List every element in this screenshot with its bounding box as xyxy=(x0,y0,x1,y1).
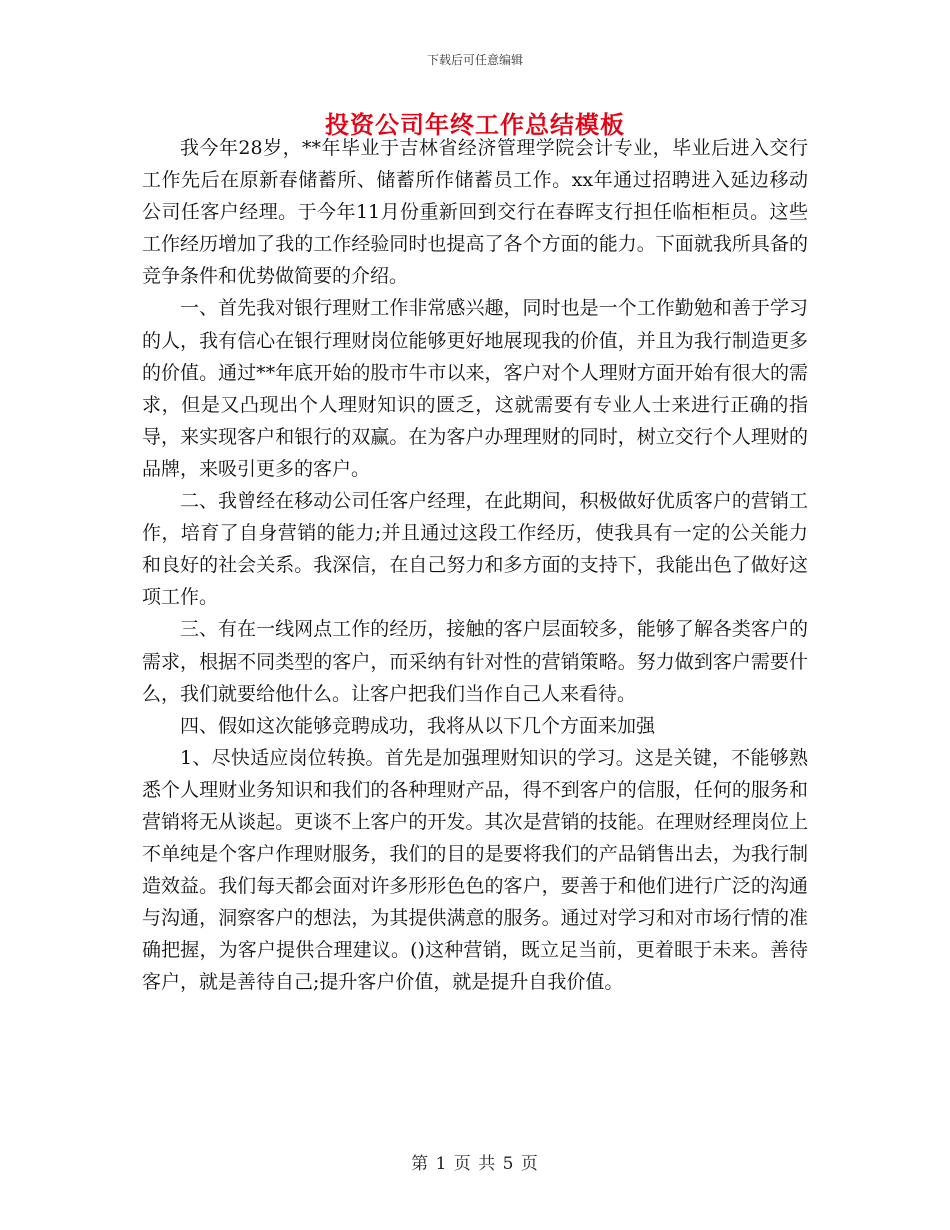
paragraph-point-4: 四、假如这次能够竞聘成功，我将从以下几个方面来加强 xyxy=(180,714,656,737)
page-header-note: 下载后可任意编辑 xyxy=(426,53,523,67)
paragraph-point-3: 三、有在一线网点工作的经历，接触的客户层面较多，能够了解各类客户的需求，根据不同类型的客户，而采纳有针对性的营销策略。努力做到客户需要什么，我们就要给他什么。让客户把我们当作自己人来看待。 xyxy=(142,618,808,705)
page-number-footer: 第 1 页 共 5 页 xyxy=(411,1154,539,1174)
paragraph-intro: 我今年28岁，**年毕业于吉林省经济管理学院会计专业，毕业后进入交行工作先后在原新春储蓄所、储蓄所作储蓄员工作。xx年通过招聘进入延边移动公司任客户经理。于今年11月份重新回到交行在春晖支行担任临柜柜员。这些工作经历增加了我的工作经验同时也提高了各个方面的能力。下面就我所具备的竞争条件和优势做简要的介绍。 xyxy=(142,137,808,288)
document-title: 投资公司年终工作总结模板 xyxy=(325,110,625,139)
document-body xyxy=(142,132,808,999)
paragraph-point-1: 一、首先我对银行理财工作非常感兴趣，同时也是一个工作勤勉和善于学习的人，我有信心在银行理财岗位能够更好地展现我的价值，并且为我行制造更多的价值。通过**年底开始的股市牛市以来，客户对个人理财方面开始有很大的需求，但是又凸现出个人理财知识的匮乏，这就需要有专业人士来进行正确的指导，来实现客户和银行的双赢。在为客户办理理财的同时，树立交行个人理财的品牌，来吸引更多的客户。 xyxy=(142,297,808,480)
paragraph-point-2: 二、我曾经在移动公司任客户经理，在此期间，积极做好优质客户的营销工作，培育了自身营销的能力;并且通过这段工作经历，使我具有一定的公关能力和良好的社会关系。我深信，在自己努力和多方面的支持下，我能出色了做好这项工作。 xyxy=(142,490,808,609)
paragraph-subpoint-1: 1、尽快适应岗位转换。首先是加强理财知识的学习。这是关键，不能够熟悉个人理财业务知识和我们的各种理财产品，得不到客户的信服，任何的服务和营销将无从谈起。更谈不上客户的开发。其次是营销的技能。在理财经理岗位上不单纯是个客户作理财服务，我们的目的是要将我们的产品销售出去，为我行制造效益。我们每天都会面对许多形形色色的客户，要善于和他们进行广泛的沟通与沟通，洞察客户的想法，为其提供满意的服务。通过对学习和对市场行情的准确把握，为客户提供合理建议。()这种营销，既立足当前，更着眼于未来。善待客户，就是善待自己;提升客户价值，就是提升自我价值。 xyxy=(142,746,808,994)
